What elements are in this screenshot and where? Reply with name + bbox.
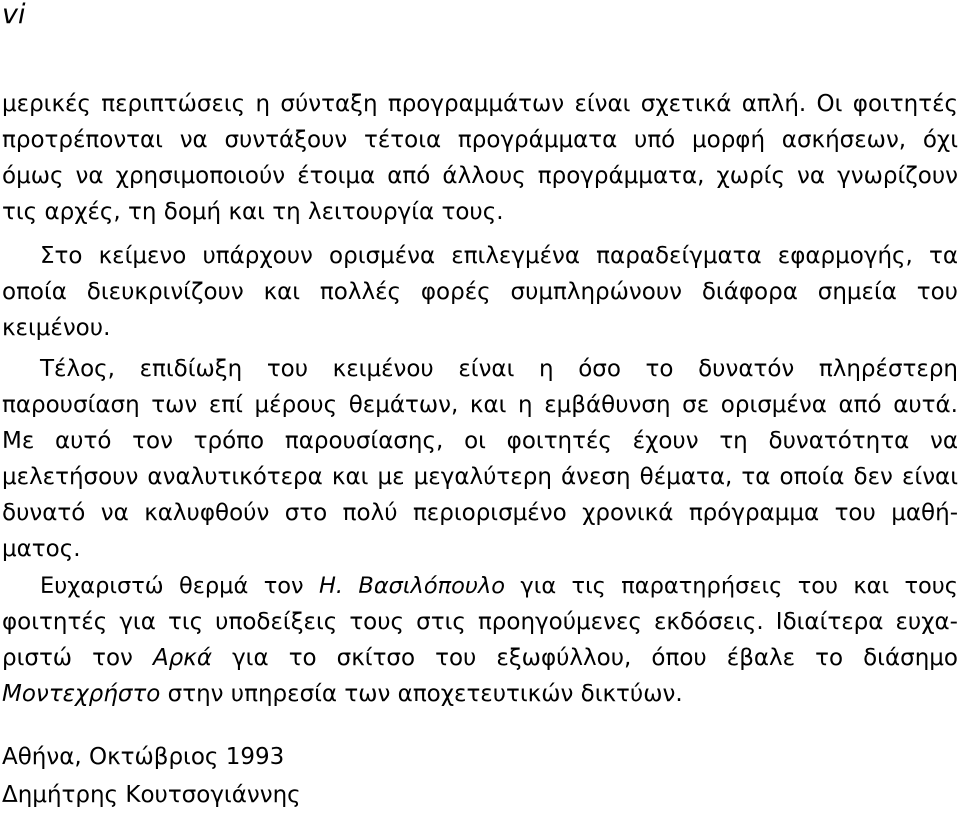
ack-text-4b: στην υπηρεσία των αποχετευτικών δικτύων.: [160, 681, 683, 707]
page-number: vi: [2, 0, 26, 30]
paragraph-3-line-5: δυνατό να καλυφθούν στο πολύ περιορισμένο χρονικά πρόγραμμα του μαθή-: [2, 500, 958, 526]
ack-text-1a: Ευχαριστώ θερμά τον: [40, 573, 319, 599]
signature-place-date: Αθήνα, Οκτώβριος 1993: [2, 744, 285, 770]
paragraph-4-line-2: φοιτητές για τις υποδείξεις τους στις προηγούμενες εκδόσεις. Ιδιαίτερα ευχα-: [2, 609, 958, 635]
ack-name-montechristo: Μοντεχρήστο: [2, 681, 161, 707]
ack-text-1b: για τις παρατηρήσεις του και τους: [505, 573, 958, 599]
signature-author: Δημήτρης Κουτσογιάννης: [2, 782, 301, 808]
paragraph-3-line-4: μελετήσουν αναλυτικότερα και με μεγαλύτερη άνεση θέματα, τα οποία δεν είναι: [2, 464, 958, 490]
paragraph-1-line-1: μερικές περιπτώσεις η σύνταξη προγραμμάτων είναι σχετικά απλή. Οι φοιτητές: [2, 91, 958, 117]
ack-name-arkas: Αρκά: [152, 645, 213, 671]
paragraph-1-line-4: τις αρχές, τη δομή και τη λειτουργία τους.: [2, 199, 504, 225]
paragraph-3-line-6: ματος.: [2, 536, 81, 562]
paragraph-4-line-4: [2, 676, 683, 712]
paragraph-2-line-3: κειμένου.: [2, 315, 111, 341]
ack-name-vasilopoulos: Η. Βασιλόπουλο: [318, 573, 506, 599]
paragraph-3-line-2: παρουσίαση των επί μέρους θεμάτων, και η εμβάθυνση σε ορισμένα από αυτά.: [2, 392, 958, 418]
paragraph-3-line-1: Τέλος, επιδίωξη του κειμένου είναι η όσο το δυνατόν πληρέστερη: [40, 356, 958, 382]
paragraph-1-line-2: προτρέπονται να συντάξουν τέτοια προγράμματα υπό μορφή ασκήσεων, όχι: [2, 127, 958, 153]
paragraph-1-line-3: όμως να χρησιμοποιούν έτοιμα από άλλους προγράμματα, χωρίς να γνωρίζουν: [2, 163, 958, 189]
paragraph-3-line-3: Με αυτό τον τρόπο παρουσίασης, οι φοιτητές έχουν τη δυνατότητα να: [2, 428, 958, 454]
paragraph-4-line-3: [2, 640, 958, 676]
ack-text-3a: ριστώ τον: [2, 645, 153, 671]
ack-text-3b: για το σκίτσο του εξωφύλλου, όπου έβαλε το διάσημο: [212, 645, 958, 671]
paragraph-2-line-1: Στο κείμενο υπάρχουν ορισμένα επιλεγμένα παραδείγματα εφαρμογής, τα: [40, 243, 958, 269]
paragraph-4-line-1: [40, 568, 958, 604]
paragraph-2-line-2: οποία διευκρινίζουν και πολλές φορές συμπληρώνουν διάφορα σημεία του: [2, 279, 958, 305]
